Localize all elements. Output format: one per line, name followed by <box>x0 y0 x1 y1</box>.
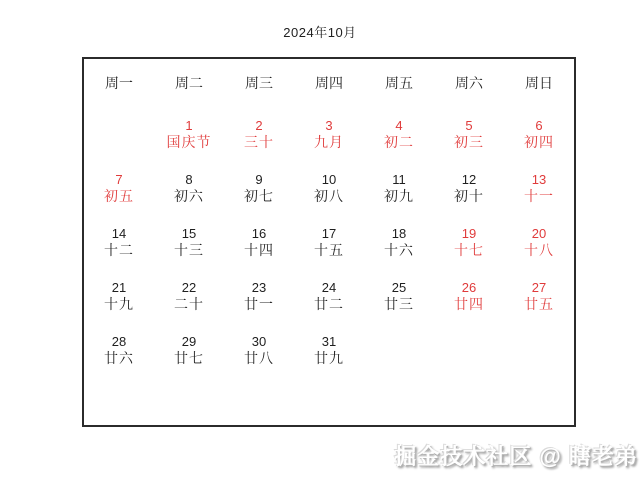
calendar-border-box <box>82 57 576 427</box>
calendar-grid <box>84 59 574 377</box>
day-cell-23 <box>224 269 294 323</box>
lunar-label: 初三 <box>454 134 484 150</box>
day-cell-18 <box>364 215 434 269</box>
lunar-label: 廿八 <box>244 350 274 366</box>
day-number: 30 <box>251 334 267 349</box>
lunar-label: 十八 <box>524 242 554 258</box>
lunar-label: 廿四 <box>454 296 484 312</box>
day-cell-empty <box>434 323 504 377</box>
lunar-label: 廿六 <box>104 350 134 366</box>
day-number: 2 <box>255 118 263 133</box>
weekday-label-5: 周五 <box>385 75 413 91</box>
day-number: 16 <box>251 226 267 241</box>
day-cell-10 <box>294 161 364 215</box>
day-number: 31 <box>321 334 337 349</box>
day-number: 10 <box>321 172 337 187</box>
day-cell-8 <box>154 161 224 215</box>
lunar-label: 初十 <box>454 188 484 204</box>
calendar-month-title: 2024年10月 <box>283 25 357 40</box>
lunar-label: 廿二 <box>314 296 344 312</box>
day-cell-7 <box>84 161 154 215</box>
lunar-label: 初八 <box>314 188 344 204</box>
weekday-label-7: 周日 <box>525 75 553 91</box>
day-number: 7 <box>115 172 123 187</box>
day-cell-20 <box>504 215 574 269</box>
day-number: 27 <box>531 280 547 295</box>
day-number: 3 <box>325 118 333 133</box>
lunar-label: 十三 <box>174 242 204 258</box>
lunar-label: 国庆节 <box>166 134 212 150</box>
day-number: 12 <box>461 172 477 187</box>
weekday-label-6: 周六 <box>455 75 483 91</box>
day-number: 15 <box>181 226 197 241</box>
day-number: 21 <box>111 280 127 295</box>
day-cell-empty <box>364 323 434 377</box>
day-cell-2 <box>224 107 294 161</box>
weekday-label-4: 周四 <box>315 75 343 91</box>
day-cell-22 <box>154 269 224 323</box>
day-cell-24 <box>294 269 364 323</box>
day-number: 24 <box>321 280 337 295</box>
day-number: 14 <box>111 226 127 241</box>
lunar-label: 十六 <box>384 242 414 258</box>
day-cell-26 <box>434 269 504 323</box>
lunar-label: 三十 <box>244 134 274 150</box>
lunar-label: 廿九 <box>314 350 344 366</box>
day-cell-6 <box>504 107 574 161</box>
day-cell-16 <box>224 215 294 269</box>
lunar-label: 廿三 <box>384 296 414 312</box>
day-cell-30 <box>224 323 294 377</box>
lunar-label: 十九 <box>104 296 134 312</box>
day-cell-17 <box>294 215 364 269</box>
day-number: 23 <box>251 280 267 295</box>
day-cell-25 <box>364 269 434 323</box>
lunar-label: 廿五 <box>524 296 554 312</box>
lunar-label: 初七 <box>244 188 274 204</box>
day-number: 18 <box>391 226 407 241</box>
day-cell-15 <box>154 215 224 269</box>
day-cell-12 <box>434 161 504 215</box>
day-number: 29 <box>181 334 197 349</box>
lunar-label: 十二 <box>104 242 134 258</box>
day-number: 13 <box>531 172 547 187</box>
lunar-label: 九月 <box>314 134 344 150</box>
day-number: 1 <box>185 118 193 133</box>
day-number: 8 <box>185 172 193 187</box>
day-cell-13 <box>504 161 574 215</box>
day-cell-31 <box>294 323 364 377</box>
day-cell-empty <box>504 323 574 377</box>
watermark-text: 掘金技术社区 @ 瞎老弟 <box>394 444 638 469</box>
day-number: 6 <box>535 118 543 133</box>
lunar-label: 初九 <box>384 188 414 204</box>
lunar-label: 十七 <box>454 242 484 258</box>
lunar-label: 十四 <box>244 242 274 258</box>
day-cell-28 <box>84 323 154 377</box>
day-cell-29 <box>154 323 224 377</box>
day-number: 25 <box>391 280 407 295</box>
day-cell-14 <box>84 215 154 269</box>
weekday-label-3: 周三 <box>245 75 273 91</box>
lunar-label: 初二 <box>384 134 414 150</box>
day-cell-11 <box>364 161 434 215</box>
lunar-label: 二十 <box>174 296 204 312</box>
day-cell-9 <box>224 161 294 215</box>
lunar-label: 初四 <box>524 134 554 150</box>
day-number: 22 <box>181 280 197 295</box>
day-number: 9 <box>255 172 263 187</box>
day-cell-27 <box>504 269 574 323</box>
day-number: 17 <box>321 226 337 241</box>
day-cell-21 <box>84 269 154 323</box>
day-number: 4 <box>395 118 403 133</box>
day-number: 26 <box>461 280 477 295</box>
lunar-label: 廿一 <box>244 296 274 312</box>
weekday-label-2: 周二 <box>175 75 203 91</box>
lunar-label: 十五 <box>314 242 344 258</box>
day-number: 19 <box>461 226 477 241</box>
day-number: 11 <box>392 172 406 187</box>
lunar-label: 初五 <box>104 188 134 204</box>
day-cell-3 <box>294 107 364 161</box>
day-cell-19 <box>434 215 504 269</box>
day-cell-4 <box>364 107 434 161</box>
day-cell-empty <box>84 107 154 161</box>
lunar-label: 廿七 <box>174 350 204 366</box>
weekday-label-1: 周一 <box>105 75 133 91</box>
lunar-label: 十一 <box>524 188 554 204</box>
lunar-label: 初六 <box>174 188 204 204</box>
day-cell-1 <box>154 107 224 161</box>
day-number: 28 <box>111 334 127 349</box>
day-number: 5 <box>465 118 473 133</box>
day-number: 20 <box>531 226 547 241</box>
day-cell-5 <box>434 107 504 161</box>
